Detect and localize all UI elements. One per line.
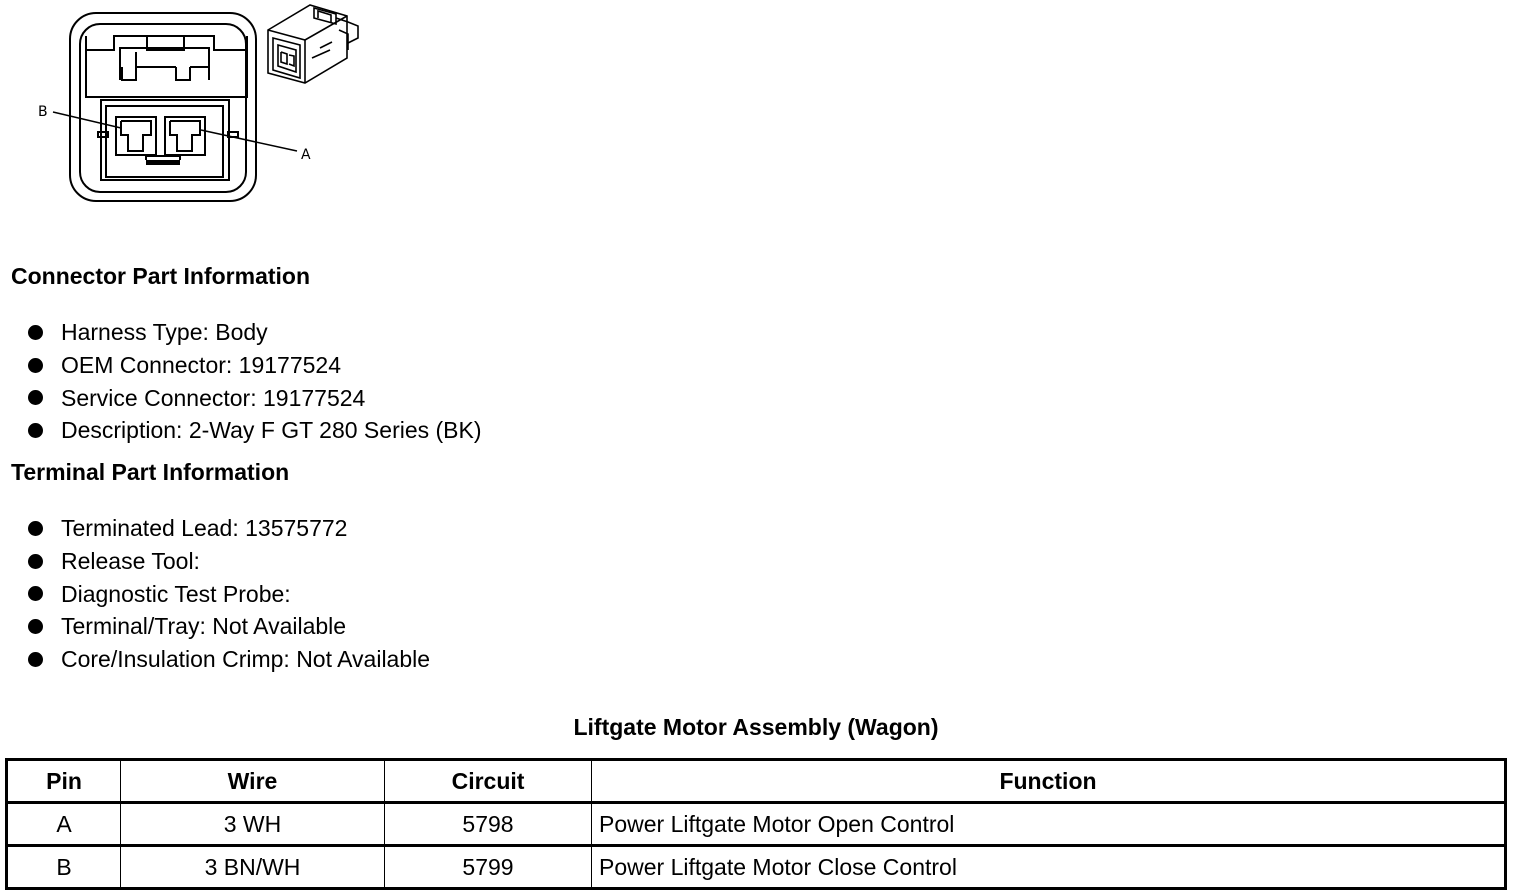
header-pin: Pin <box>7 760 121 803</box>
bullet-icon <box>28 554 43 569</box>
bullet-icon <box>28 586 43 601</box>
bullet-icon <box>28 325 43 340</box>
table-header-row <box>7 760 1506 803</box>
list-item: Description: 2-Way F GT 280 Series (BK) <box>28 414 482 447</box>
connector-isometric-view <box>268 5 358 83</box>
terminal-info-title: Terminal Part Information <box>11 459 290 485</box>
pin-table-title: Liftgate Motor Assembly (Wagon) <box>573 714 939 740</box>
connector-info-list <box>28 316 482 447</box>
header-circuit: Circuit <box>385 760 592 803</box>
terminal-b <box>116 117 156 155</box>
pin-b-label: B <box>38 104 48 120</box>
cell-circuit: 5798 <box>385 803 592 846</box>
list-item: Diagnostic Test Probe: <box>28 578 430 611</box>
list-item: Terminated Lead: 13575772 <box>28 512 430 545</box>
cell-circuit: 5799 <box>385 846 592 889</box>
bullet-icon <box>28 358 43 373</box>
table-row <box>7 803 1506 846</box>
connector-info-title: Connector Part Information <box>11 263 311 289</box>
cell-function: Power Liftgate Motor Close Control <box>592 846 1506 889</box>
pin-a-label: A <box>301 147 311 163</box>
list-item: OEM Connector: 19177524 <box>28 349 482 382</box>
cell-wire: 3 BN/WH <box>121 846 385 889</box>
bullet-icon <box>28 423 43 438</box>
terminal-info-list <box>28 512 430 676</box>
header-function: Function <box>592 760 1506 803</box>
bullet-icon <box>28 652 43 667</box>
table-row <box>7 846 1506 889</box>
bullet-icon <box>28 521 43 536</box>
list-item: Harness Type: Body <box>28 316 482 349</box>
cell-pin: A <box>7 803 121 846</box>
bullet-icon <box>28 619 43 634</box>
header-wire: Wire <box>121 760 385 803</box>
cell-wire: 3 WH <box>121 803 385 846</box>
connector-face-diagram <box>0 0 380 220</box>
cell-pin: B <box>7 846 121 889</box>
list-item: Core/Insulation Crimp: Not Available <box>28 643 430 676</box>
bullet-icon <box>28 390 43 405</box>
list-item: Release Tool: <box>28 545 430 578</box>
list-item: Terminal/Tray: Not Available <box>28 610 430 643</box>
list-item: Service Connector: 19177524 <box>28 382 482 415</box>
pin-table <box>5 758 1507 890</box>
cell-function: Power Liftgate Motor Open Control <box>592 803 1506 846</box>
terminal-a <box>165 117 205 155</box>
